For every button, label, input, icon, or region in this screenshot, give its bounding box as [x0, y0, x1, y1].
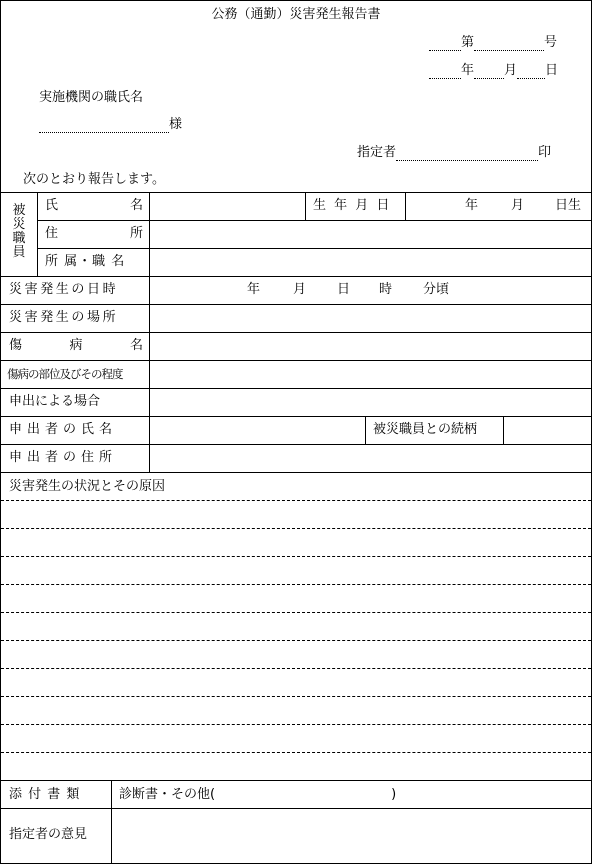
- designator-label: 指定者: [357, 145, 397, 160]
- attachments-suffix: ): [391, 787, 397, 802]
- victim-group-label: 被 災 職 員: [12, 203, 26, 260]
- attachments-prefix: 診断書・その他(: [119, 787, 216, 802]
- occurrence-place-field[interactable]: [151, 305, 589, 331]
- number-prefix-field[interactable]: [429, 36, 461, 51]
- declarant-address-label: 申出者の住所: [9, 450, 118, 465]
- intro-text: 次のとおり報告します。: [23, 172, 165, 187]
- occurrence-year-label: 年: [247, 282, 261, 297]
- attachments-label: 添 付 書 類: [9, 787, 81, 802]
- report-year-field[interactable]: [429, 64, 461, 79]
- designator-line: [357, 145, 551, 161]
- designator-field[interactable]: [396, 146, 538, 161]
- occurrence-month-label: 月: [293, 282, 307, 297]
- report-date-line: [429, 63, 558, 79]
- declarant-name-label: 申出者の氏名: [9, 422, 118, 437]
- report-month-label: 月: [504, 63, 518, 78]
- addressee-field[interactable]: [39, 118, 169, 133]
- rule: [405, 192, 406, 220]
- designator-seal: 印: [538, 145, 552, 160]
- rule: [1, 472, 591, 473]
- attachments-value: [119, 787, 396, 803]
- occurrence-day-label: 日: [337, 282, 351, 297]
- rule: [365, 416, 366, 444]
- victim-name-label: 氏 名: [45, 198, 143, 213]
- rule: [1, 808, 591, 809]
- occurrence-hour-label: 時: [379, 282, 393, 297]
- circumstances-field[interactable]: [3, 501, 589, 779]
- birth-label: 生 年 月 日: [313, 198, 392, 213]
- occurrence-datetime-label: 災害発生の日時: [9, 282, 119, 297]
- report-month-field[interactable]: [474, 64, 504, 79]
- number-line: [429, 35, 557, 51]
- number-dai: 第: [461, 35, 475, 50]
- designator-opinion-label: 指定者の意見: [9, 827, 88, 842]
- circumstances-label: 災害発生の状況とその原因: [9, 479, 166, 494]
- rule: [37, 248, 591, 249]
- occurrence-place-label: 災害発生の場所: [9, 310, 119, 325]
- rule: [503, 416, 504, 444]
- occurrence-minute-label: 分頃: [423, 282, 450, 297]
- rule: [149, 192, 150, 444]
- relationship-label: 被災職員との続柄: [373, 422, 478, 437]
- designator-opinion-field[interactable]: [113, 810, 589, 861]
- number-go: 号: [544, 35, 558, 50]
- report-day-field[interactable]: [517, 64, 545, 79]
- declaration-section-label: 申出による場合: [9, 394, 101, 409]
- birth-month-label: 月: [511, 198, 525, 213]
- rule: [149, 444, 150, 472]
- injury-name-label: 傷 病 名: [9, 338, 143, 353]
- addressee-sama: 様: [169, 117, 183, 132]
- rule: [305, 192, 306, 220]
- birth-year-label: 年: [465, 198, 479, 213]
- report-day-label: 日: [545, 63, 559, 78]
- rule: [111, 780, 112, 863]
- report-year-label: 年: [461, 63, 475, 78]
- rule: [1, 780, 591, 781]
- victim-address-label: 住 所: [45, 226, 143, 241]
- number-field[interactable]: [474, 36, 544, 51]
- rule: [1, 360, 591, 361]
- victim-affiliation-label: 所 属・職 名: [45, 254, 126, 269]
- rule: [1, 276, 591, 277]
- rule: [1, 332, 591, 333]
- rule: [1, 444, 591, 445]
- rule: [37, 220, 591, 221]
- form-title: 公務（通勤）災害発生報告書: [211, 7, 381, 22]
- addressee-label: 実施機関の職氏名: [39, 90, 144, 105]
- rule: [37, 192, 38, 276]
- rule: [1, 388, 591, 389]
- addressee-line: [39, 117, 182, 133]
- birth-day-label: 日生: [555, 198, 582, 213]
- rule: [1, 192, 591, 193]
- injury-site-label: 傷病の部位及びその程度: [7, 367, 123, 381]
